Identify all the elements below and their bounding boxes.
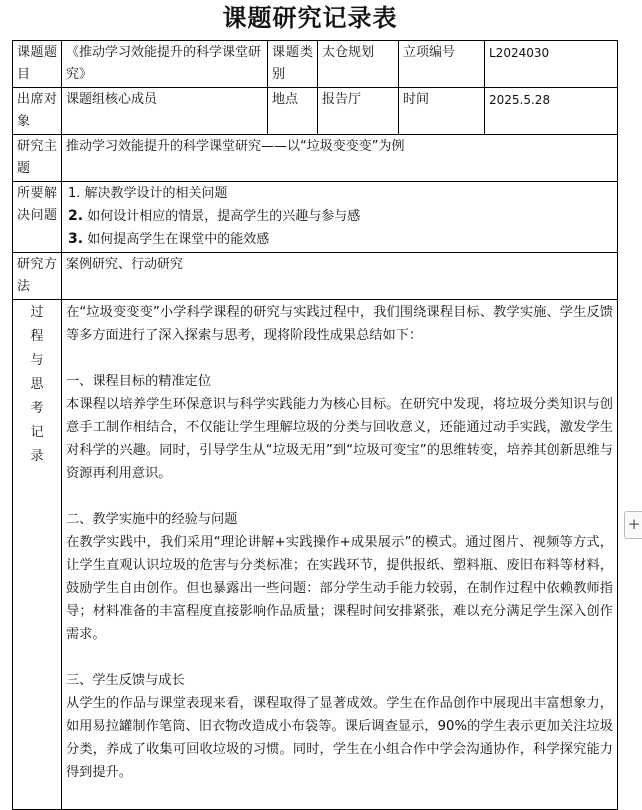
- add-icon[interactable]: +: [624, 511, 642, 539]
- attendees-value[interactable]: 课题组核心成员: [62, 88, 268, 135]
- list-item: 2. 如何设计相应的情景，提高学生的兴趣与参与感: [68, 208, 361, 224]
- label-process-record: 过 程 与 思 考 记 录: [13, 300, 62, 810]
- label-project-no: 立项编号: [399, 41, 485, 88]
- research-theme-value[interactable]: 推动学习效能提升的科学课堂研究——以“垃圾变变变”为例: [62, 135, 618, 182]
- section-2-body: 在教学实践中，我们采用“理论讲解+实践操作+成果展示”的模式。通过图片、视频等方式，让学生直观认识垃圾的危害与分类标准；在实践环节，提供报纸、塑料瓶、废旧布料等材料，鼓励学生自由创作。但也暴露出一些问题：部分学生动手能力较弱，在制作过程中依赖教师指导；材料准备的丰富程度直接影响作品质量；课程时间安排紧张，难以充分满足学生深入创作需求。: [66, 535, 613, 642]
- section-2-title: 二、教学实施中的经验与问题: [66, 512, 238, 527]
- process-record-content[interactable]: [62, 300, 618, 810]
- problems-list[interactable]: [62, 182, 618, 253]
- section-1-body: 本课程以培养学生环保意识与科学实践能力为核心目标。在研究中发现，将垃圾分类知识与创意手工制作相结合，不仅能让学生理解垃圾的分类与回收意义，还能通过动手实践，激发学生对科学的兴趣。同时，引导学生从“垃圾无用”到“垃圾可变宝”的思维转变，培养其创新思维与资源再利用意识。: [66, 397, 613, 481]
- page-title: 课题研究记录表: [222, 3, 398, 32]
- label-research-theme: 研究主题: [13, 135, 62, 182]
- table-row: [13, 300, 618, 810]
- label-place: 地点: [268, 88, 318, 135]
- list-item: 3. 如何提高学生在课堂中的能效感: [68, 231, 270, 247]
- label-attendees: 出席对象: [13, 88, 62, 135]
- place-value[interactable]: 报告厅: [318, 88, 399, 135]
- label-time: 时间: [399, 88, 485, 135]
- table-row: [13, 41, 618, 88]
- record-table: [12, 40, 618, 810]
- label-problems: 所要解决问题: [13, 182, 62, 253]
- label-type: 课题类别: [268, 41, 318, 88]
- table-row: [13, 88, 618, 135]
- type-value[interactable]: 太仓规划: [318, 41, 399, 88]
- topic-value[interactable]: 《推动学习效能提升的科学课堂研究》: [62, 41, 268, 88]
- intro-paragraph: 在“垃圾变变变”小学科学课程的研究与实践过程中，我们围绕课程目标、教学实施、学生反馈等多方面进行了深入探索与思考，现将阶段性成果总结如下：: [66, 305, 613, 343]
- time-value[interactable]: 2025.5.28: [485, 88, 618, 135]
- methods-value[interactable]: 案例研究、行动研究: [62, 253, 618, 300]
- section-3-body: 从学生的作品与课堂表现来看，课程取得了显著成效。学生在作品创作中展现出丰富想象力，如用易拉罐制作笔筒、旧衣物改造成小布袋等。课后调查显示，90%的学生表示更加关注垃圾分类，养成了收集可回收垃圾的习惯。同时，学生在小组合作中学会沟通协作，科学探究能力得到提升。: [66, 696, 613, 780]
- list-item: 1. 解决教学设计的相关问题: [68, 186, 228, 201]
- table-row: [13, 182, 618, 253]
- section-3-title: 三、学生反馈与成长: [66, 673, 185, 688]
- label-methods: 研究方法: [13, 253, 62, 300]
- table-row: [13, 253, 618, 300]
- label-topic: 课题题目: [13, 41, 62, 88]
- section-1-title: 一、课程目标的精准定位: [66, 374, 212, 389]
- table-row: [13, 135, 618, 182]
- project-no-value[interactable]: L2024030: [485, 41, 618, 88]
